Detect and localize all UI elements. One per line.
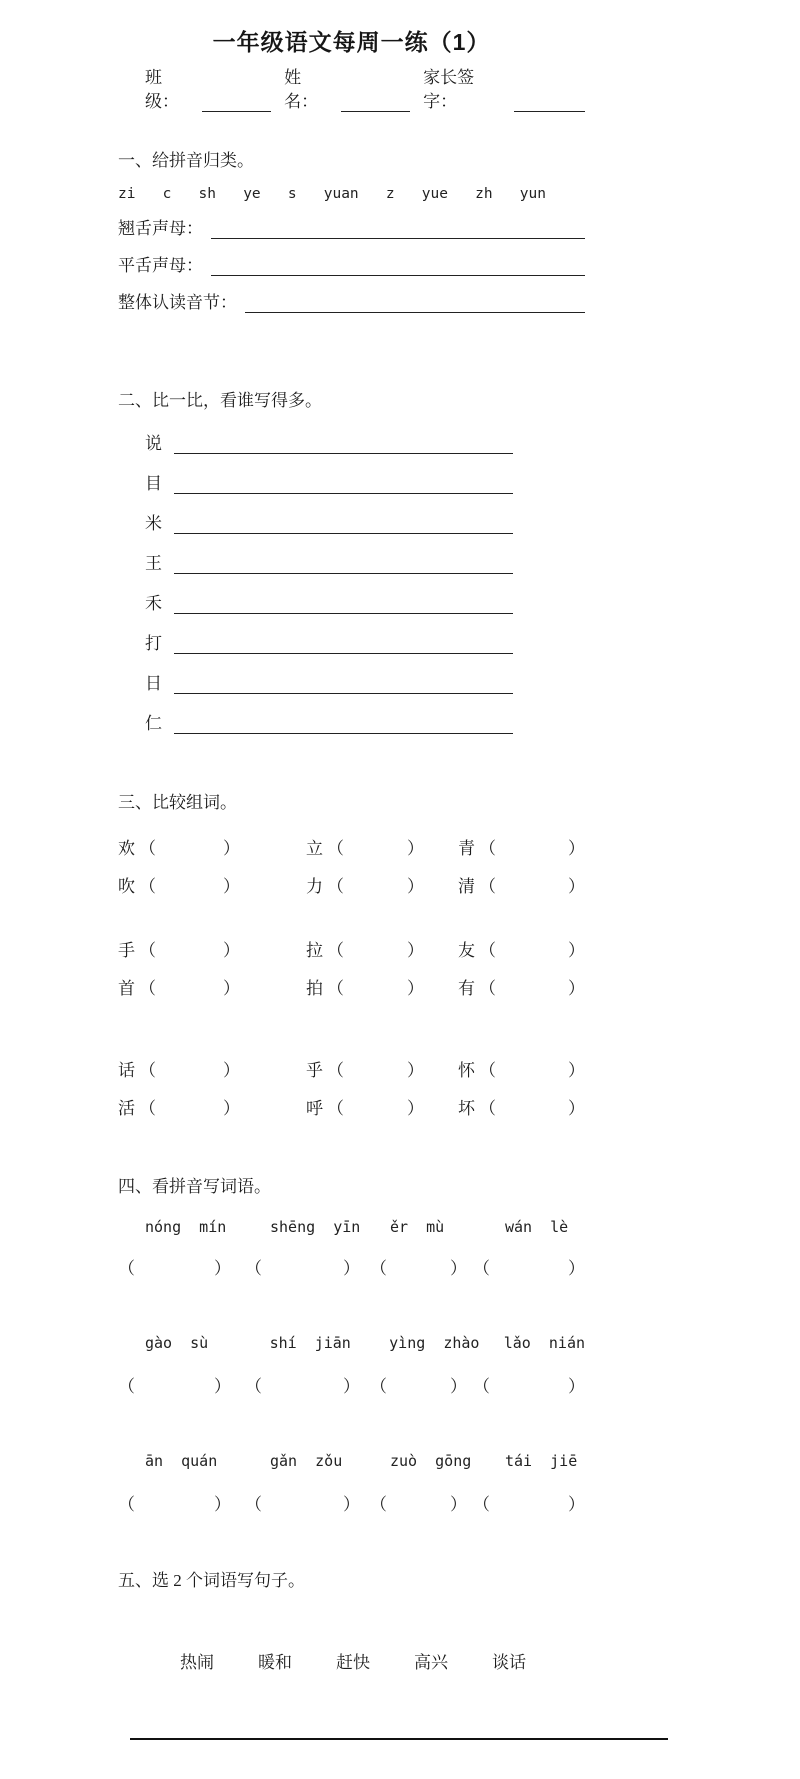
blank-line xyxy=(174,474,513,494)
answer-bracket-cell xyxy=(473,1372,585,1396)
open-paren: （ xyxy=(479,839,496,858)
char-label: 乎 xyxy=(306,1061,323,1080)
close-paren: ） xyxy=(407,979,424,998)
char-copy-row xyxy=(145,588,513,614)
char-label: 怀 xyxy=(458,1061,475,1080)
open-paren: （ xyxy=(327,839,344,858)
section-write-more-words xyxy=(118,388,585,734)
pinyin-word-row xyxy=(145,1334,585,1356)
char-label: 拉 xyxy=(306,941,323,960)
open-paren: （ xyxy=(327,1099,344,1118)
close-paren: ） xyxy=(223,979,240,998)
parent-sign-label: 家长签字： xyxy=(423,68,475,111)
compare-word-cell xyxy=(306,872,424,896)
blank-line xyxy=(174,594,513,614)
blank-line xyxy=(211,219,585,239)
close-paren: ） xyxy=(214,1495,231,1514)
close-paren: ） xyxy=(223,1099,240,1118)
open-paren: （ xyxy=(139,1099,156,1118)
char-label: 日 xyxy=(145,674,162,693)
char-label: 有 xyxy=(458,979,475,998)
open-paren: （ xyxy=(118,1495,135,1514)
compare-word-cell xyxy=(118,1056,240,1080)
blank-line xyxy=(245,293,585,313)
compare-word-cell xyxy=(118,936,240,960)
close-paren: ） xyxy=(568,1495,585,1514)
compare-word-cell xyxy=(458,1056,585,1080)
char-label: 青 xyxy=(458,839,475,858)
close-paren: ） xyxy=(407,1099,424,1118)
char-label: 拍 xyxy=(306,979,323,998)
answer-bracket-cell xyxy=(370,1490,467,1514)
answer-bracket-cell xyxy=(118,1254,231,1278)
section-pinyin-to-words xyxy=(118,1174,585,1514)
open-paren: （ xyxy=(327,979,344,998)
answer-brackets-row xyxy=(118,1372,585,1396)
compare-word-cell xyxy=(458,974,585,998)
close-paren: ） xyxy=(568,1061,585,1080)
meta-row xyxy=(145,66,585,114)
open-paren: （ xyxy=(473,1495,490,1514)
section-5-heading: 五、选 2 个词语写句子。 xyxy=(118,1571,305,1590)
close-paren: ） xyxy=(407,941,424,960)
char-copy-row xyxy=(145,628,513,654)
char-label: 首 xyxy=(118,979,135,998)
pinyin-word: tái jiē xyxy=(505,1452,578,1470)
char-copy-row xyxy=(145,668,513,694)
open-paren: （ xyxy=(473,1259,490,1278)
open-paren: （ xyxy=(245,1259,262,1278)
section-2-heading: 二、比一比，看谁写得多。 xyxy=(118,391,322,410)
char-copy-row xyxy=(145,708,513,734)
char-label: 力 xyxy=(306,877,323,896)
pinyin-word: zuò gōng xyxy=(390,1452,472,1470)
blank-line xyxy=(174,514,513,534)
answer-brackets-row xyxy=(118,1490,585,1514)
close-paren: ） xyxy=(407,1061,424,1080)
open-paren: （ xyxy=(479,979,496,998)
char-label: 坏 xyxy=(458,1099,475,1118)
whole-syllables-label: 整体认读音节： xyxy=(118,293,237,312)
close-paren: ） xyxy=(568,877,585,896)
open-paren: （ xyxy=(370,1495,387,1514)
compare-word-cell xyxy=(118,834,240,858)
close-paren: ） xyxy=(407,839,424,858)
pinyin-option: zh xyxy=(475,186,493,202)
char-label: 吹 xyxy=(118,877,135,896)
open-paren: （ xyxy=(327,1061,344,1080)
close-paren: ） xyxy=(568,1377,585,1396)
close-paren: ） xyxy=(568,979,585,998)
close-paren: ） xyxy=(223,941,240,960)
pinyin-word: yìng zhào xyxy=(389,1334,480,1352)
close-paren: ） xyxy=(343,1377,360,1396)
open-paren: （ xyxy=(139,839,156,858)
close-paren: ） xyxy=(450,1495,467,1514)
class-blank-line xyxy=(202,92,271,112)
answer-bracket-cell xyxy=(245,1372,360,1396)
pinyin-word: ān quán xyxy=(145,1452,218,1470)
char-label: 仁 xyxy=(145,714,162,733)
blank-line xyxy=(174,714,513,734)
word-bank-item: 高兴 xyxy=(414,1653,448,1672)
answer-bracket-cell xyxy=(370,1372,467,1396)
compare-word-cell xyxy=(306,834,424,858)
answer-bracket-cell xyxy=(245,1490,360,1514)
retroflex-initials-label: 翘舌声母： xyxy=(118,219,203,238)
answer-bracket-cell xyxy=(473,1254,585,1278)
word-bank-item: 热闹 xyxy=(180,1653,214,1672)
close-paren: ） xyxy=(568,941,585,960)
char-label: 清 xyxy=(458,877,475,896)
compare-row xyxy=(118,834,585,858)
open-paren: （ xyxy=(118,1259,135,1278)
pinyin-option: yun xyxy=(519,186,546,202)
compare-word-cell xyxy=(458,834,585,858)
compare-word-cell xyxy=(118,872,240,896)
parent-sign-blank-line xyxy=(514,92,585,112)
close-paren: ） xyxy=(568,839,585,858)
pinyin-option: zi xyxy=(118,186,136,202)
close-paren: ） xyxy=(223,1061,240,1080)
pinyin-option: yue xyxy=(421,186,448,202)
open-paren: （ xyxy=(139,941,156,960)
open-paren: （ xyxy=(245,1495,262,1514)
blank-line xyxy=(211,256,585,276)
pinyin-word: shēng yīn xyxy=(270,1218,361,1236)
answer-bracket-cell xyxy=(370,1254,467,1278)
char-label: 友 xyxy=(458,941,475,960)
char-label: 禾 xyxy=(145,594,162,613)
name-blank-line xyxy=(341,92,410,112)
section-pinyin-classify xyxy=(118,148,585,313)
open-paren: （ xyxy=(479,1061,496,1080)
compare-word-cell xyxy=(306,974,424,998)
section-compare-and-form-words xyxy=(118,790,585,1118)
open-paren: （ xyxy=(370,1259,387,1278)
blank-line xyxy=(174,434,513,454)
char-label: 王 xyxy=(145,554,162,573)
retroflex-initials-row xyxy=(118,213,585,239)
open-paren: （ xyxy=(370,1377,387,1396)
pinyin-option: s xyxy=(287,186,297,202)
open-paren: （ xyxy=(327,877,344,896)
name-label: 姓名： xyxy=(284,68,319,111)
sentence-writing-line xyxy=(130,1738,668,1740)
compare-word-cell xyxy=(306,1056,424,1080)
pinyin-word: wán lè xyxy=(505,1218,569,1236)
class-label: 班级： xyxy=(145,68,179,111)
compare-row xyxy=(118,1094,585,1118)
close-paren: ） xyxy=(450,1259,467,1278)
close-paren: ） xyxy=(214,1377,231,1396)
close-paren: ） xyxy=(407,877,424,896)
char-label: 打 xyxy=(145,634,162,653)
char-label: 目 xyxy=(145,474,162,493)
open-paren: （ xyxy=(139,1061,156,1080)
pinyin-word: nóng mín xyxy=(145,1218,227,1236)
close-paren: ） xyxy=(568,1259,585,1278)
char-copy-row xyxy=(145,508,513,534)
char-copy-row xyxy=(145,468,513,494)
pinyin-option: yuan xyxy=(323,186,359,202)
char-label: 说 xyxy=(145,434,162,453)
close-paren: ） xyxy=(223,877,240,896)
pinyin-option: c xyxy=(162,186,172,202)
pinyin-option: sh xyxy=(198,186,217,202)
char-label: 欢 xyxy=(118,839,135,858)
pinyin-option: z xyxy=(385,186,395,202)
char-copy-row xyxy=(145,548,513,574)
section-1-heading: 一、给拼音归类。 xyxy=(118,151,254,170)
open-paren: （ xyxy=(139,979,156,998)
pinyin-word-row xyxy=(145,1218,585,1240)
answer-bracket-cell xyxy=(118,1490,231,1514)
char-copy-row xyxy=(145,428,513,454)
char-label: 米 xyxy=(145,514,162,533)
compare-word-cell xyxy=(306,1094,424,1118)
pinyin-word-row xyxy=(145,1452,585,1474)
pinyin-word: gào sù xyxy=(145,1334,209,1352)
answer-bracket-cell xyxy=(473,1490,585,1514)
compare-row xyxy=(118,974,585,998)
close-paren: ） xyxy=(343,1259,360,1278)
open-paren: （ xyxy=(139,877,156,896)
open-paren: （ xyxy=(473,1377,490,1396)
open-paren: （ xyxy=(479,1099,496,1118)
char-label: 话 xyxy=(118,1061,135,1080)
pinyin-options-row xyxy=(118,186,546,202)
open-paren: （ xyxy=(245,1377,262,1396)
compare-word-cell xyxy=(118,1094,240,1118)
open-paren: （ xyxy=(327,941,344,960)
open-paren: （ xyxy=(118,1377,135,1396)
pinyin-option: ye xyxy=(243,186,261,202)
char-label: 手 xyxy=(118,941,135,960)
open-paren: （ xyxy=(479,941,496,960)
flat-tongue-initials-row xyxy=(118,250,585,276)
close-paren: ） xyxy=(450,1377,467,1396)
close-paren: ） xyxy=(568,1099,585,1118)
answer-bracket-cell xyxy=(245,1254,360,1278)
answer-bracket-cell xyxy=(118,1372,231,1396)
word-bank-item: 谈话 xyxy=(492,1653,526,1672)
compare-row xyxy=(118,936,585,960)
compare-word-cell xyxy=(458,936,585,960)
compare-word-cell xyxy=(458,1094,585,1118)
blank-line xyxy=(174,634,513,654)
char-label: 呼 xyxy=(306,1099,323,1118)
compare-row xyxy=(118,1056,585,1080)
word-bank-item: 赶快 xyxy=(336,1653,370,1672)
worksheet-title: 一年级语文每周一练（1） xyxy=(212,29,491,55)
compare-word-cell xyxy=(118,974,240,998)
pinyin-word: gǎn zǒu xyxy=(270,1452,343,1470)
answer-brackets-row xyxy=(118,1254,585,1278)
section-3-heading: 三、比较组词。 xyxy=(118,793,237,812)
word-bank-row xyxy=(180,1648,585,1673)
compare-row xyxy=(118,872,585,896)
close-paren: ） xyxy=(214,1259,231,1278)
compare-word-cell xyxy=(458,872,585,896)
pinyin-word: ěr mù xyxy=(390,1218,445,1236)
word-bank-item: 暖和 xyxy=(258,1653,292,1672)
pinyin-word: lǎo nián xyxy=(503,1334,586,1352)
char-label: 活 xyxy=(118,1099,135,1118)
close-paren: ） xyxy=(343,1495,360,1514)
open-paren: （ xyxy=(479,877,496,896)
close-paren: ） xyxy=(223,839,240,858)
flat-tongue-initials-label: 平舌声母： xyxy=(118,256,203,275)
section-4-heading: 四、看拼音写词语。 xyxy=(118,1177,271,1196)
compare-word-cell xyxy=(306,936,424,960)
char-label: 立 xyxy=(306,839,323,858)
pinyin-word: shí jiān xyxy=(269,1334,351,1352)
section-write-sentences xyxy=(118,1568,585,1673)
blank-line xyxy=(174,554,513,574)
blank-line xyxy=(174,674,513,694)
whole-syllables-row xyxy=(118,287,585,313)
